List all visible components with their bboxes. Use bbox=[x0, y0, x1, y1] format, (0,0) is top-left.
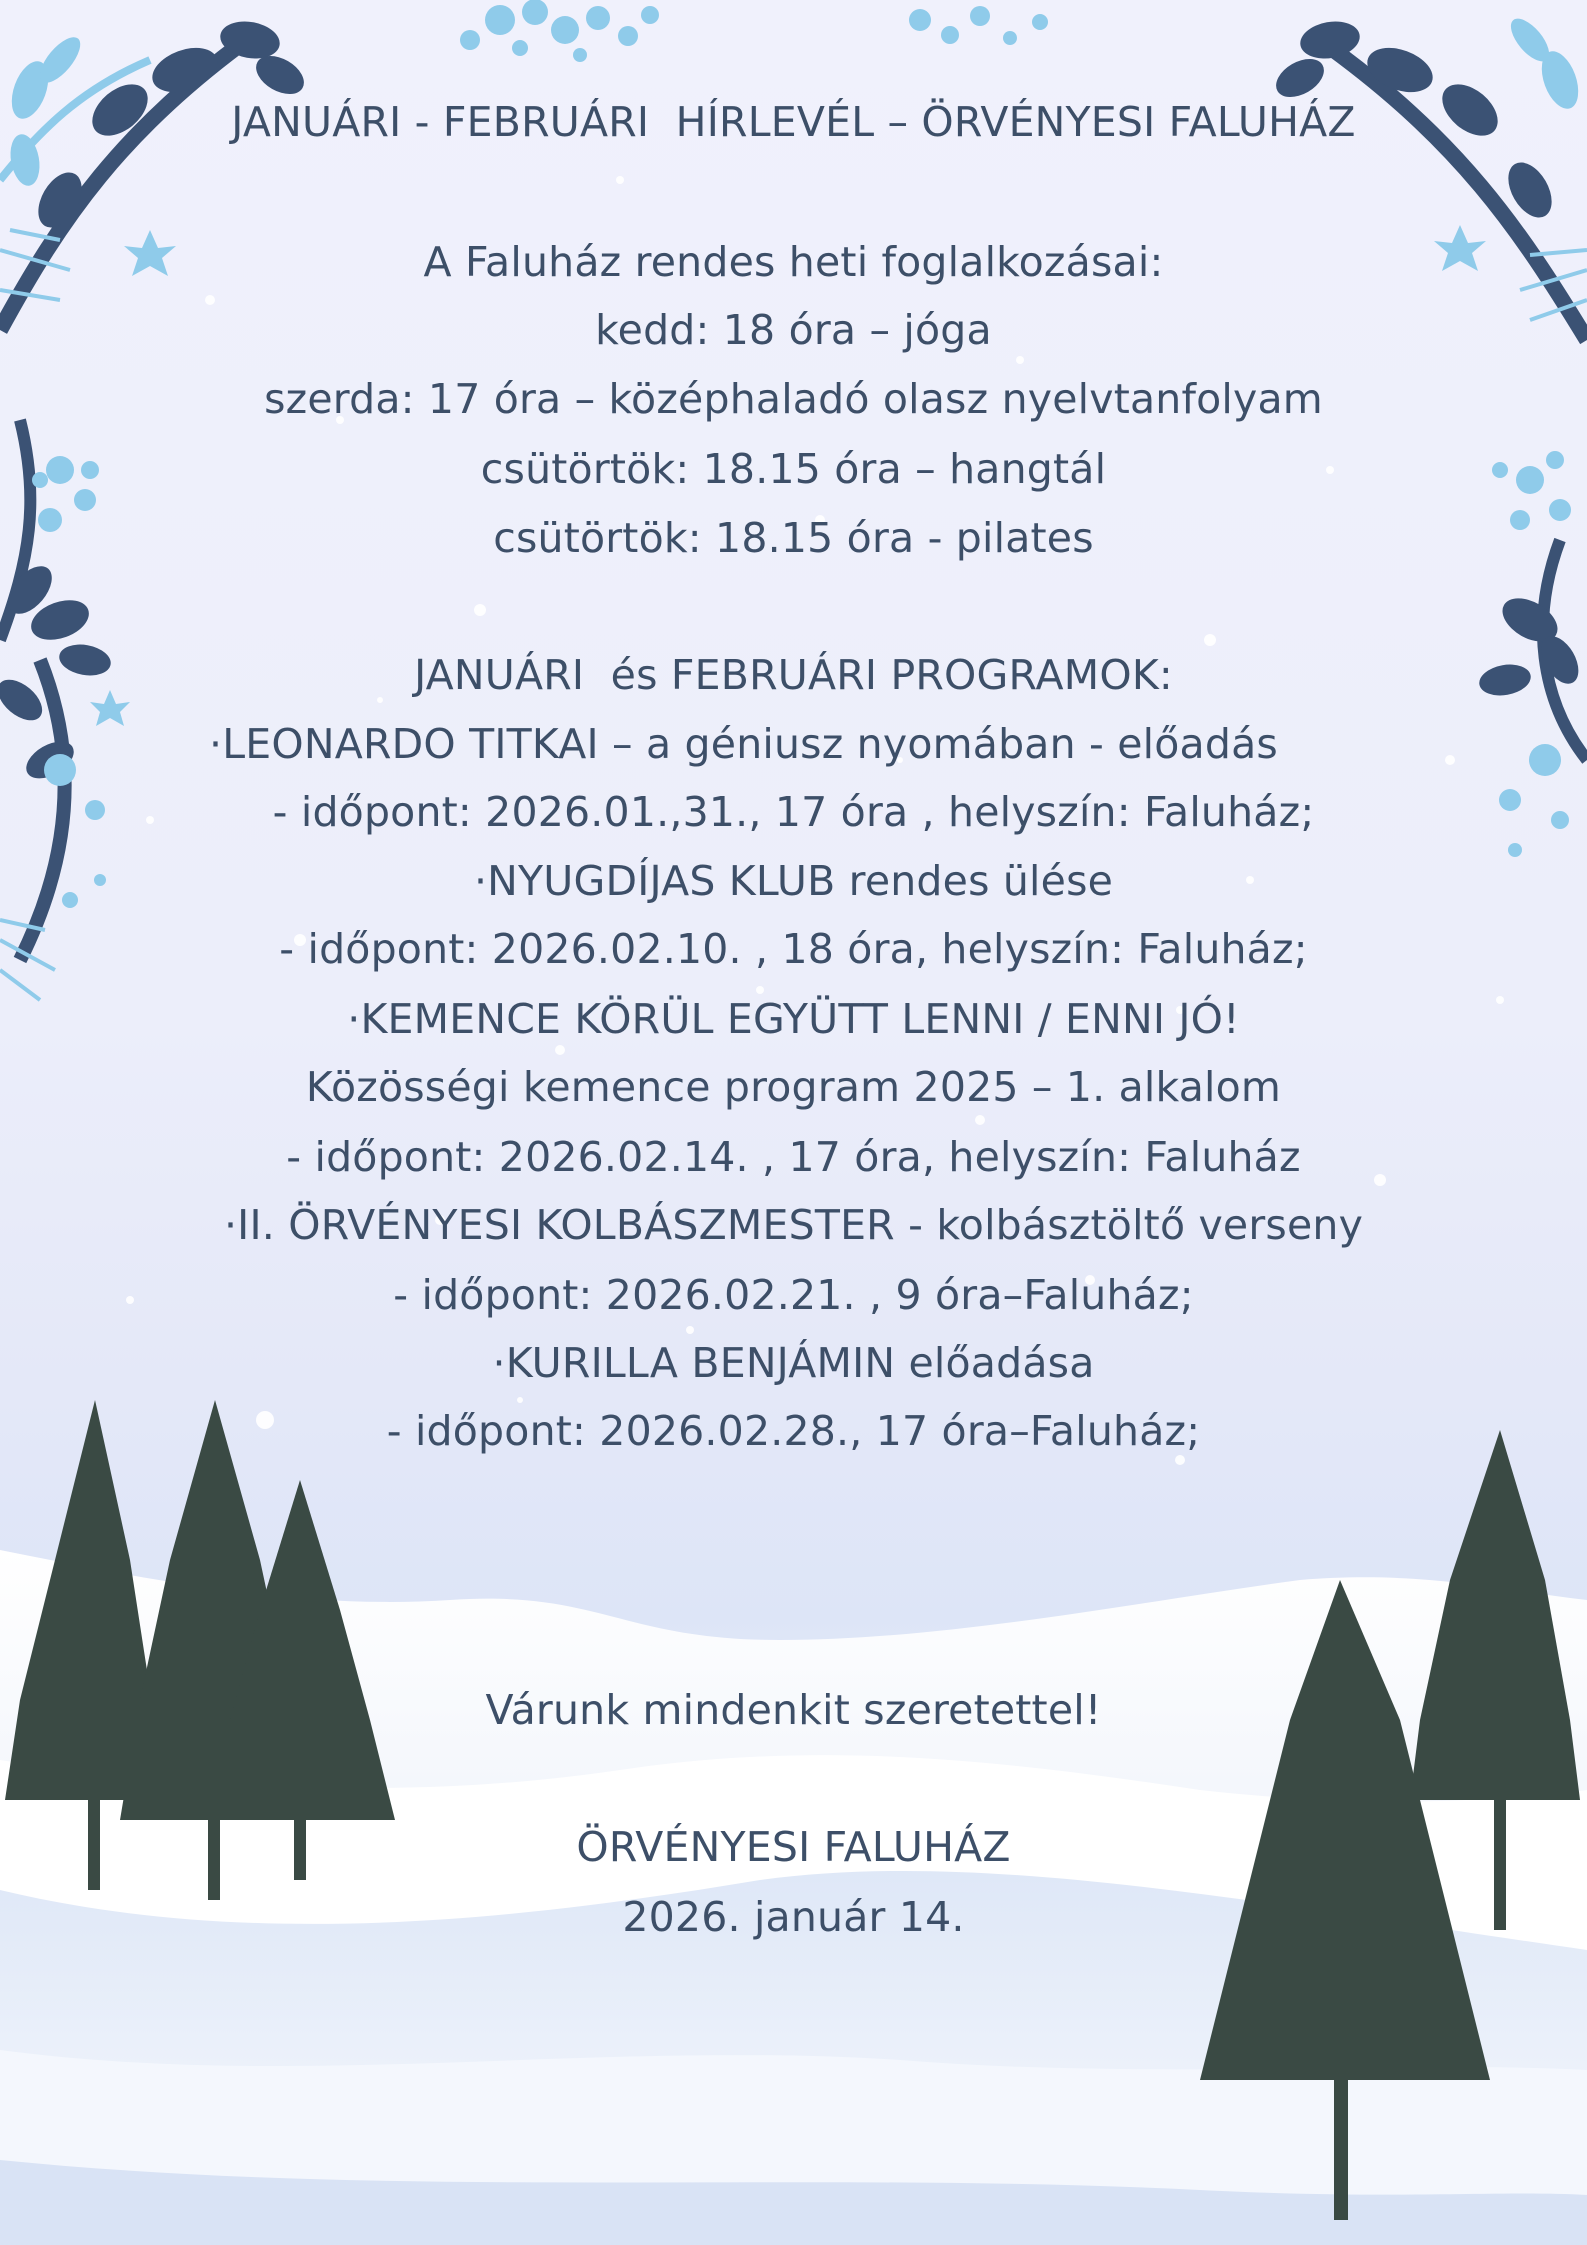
newsletter-title: JANUÁRI - FEBRUÁRI HÍRLEVÉL – ÖRVÉNYESI FALUHÁZ bbox=[231, 98, 1356, 146]
weekly-item: kedd: 18 óra – jóga bbox=[595, 306, 992, 354]
program-line: ·KEMENCE KÖRÜL EGYÜTT LENNI / ENNI JÓ! bbox=[347, 995, 1240, 1043]
program-line: - időpont: 2026.01.,31., 17 óra , helyszín: Faluház; bbox=[272, 788, 1315, 836]
program-line: - időpont: 2026.02.21. , 9 óra–Faluház; bbox=[393, 1271, 1194, 1319]
program-line: ·LEONARDO TITKAI – a géniusz nyomában - előadás bbox=[209, 720, 1278, 768]
signature-org: ÖRVÉNYESI FALUHÁZ bbox=[576, 1823, 1011, 1871]
program-line: - időpont: 2026.02.14. , 17 óra, helyszín: Faluház bbox=[286, 1133, 1301, 1181]
weekly-heading: A Faluház rendes heti foglalkozásai: bbox=[423, 238, 1164, 286]
program-line: ·II. ÖRVÉNYESI KOLBÁSZMESTER - kolbásztöltő verseny bbox=[223, 1201, 1364, 1249]
program-line: Közösségi kemence program 2025 – 1. alkalom bbox=[305, 1063, 1282, 1111]
signature-date: 2026. január 14. bbox=[622, 1893, 965, 1941]
left-branch-decoration bbox=[0, 17, 311, 1000]
program-line: ·NYUGDÍJAS KLUB rendes ülése bbox=[473, 857, 1114, 905]
top-dot-cluster bbox=[460, 0, 1048, 62]
weekly-item: csütörtök: 18.15 óra - pilates bbox=[493, 514, 1094, 562]
weekly-item: szerda: 17 óra – középhaladó olasz nyelvtanfolyam bbox=[264, 375, 1323, 423]
closing-text: Várunk mindenkit szeretettel! bbox=[485, 1686, 1102, 1734]
weekly-item: csütörtök: 18.15 óra – hangtál bbox=[480, 445, 1107, 493]
program-line: - időpont: 2026.02.28., 17 óra–Faluház; bbox=[386, 1407, 1201, 1455]
program-line: ·KURILLA BENJÁMIN előadása bbox=[492, 1339, 1095, 1387]
programs-heading: JANUÁRI és FEBRUÁRI PROGRAMOK: bbox=[414, 651, 1173, 699]
program-line: - időpont: 2026.02.10. , 18 óra, helyszín: Faluház; bbox=[279, 925, 1308, 973]
